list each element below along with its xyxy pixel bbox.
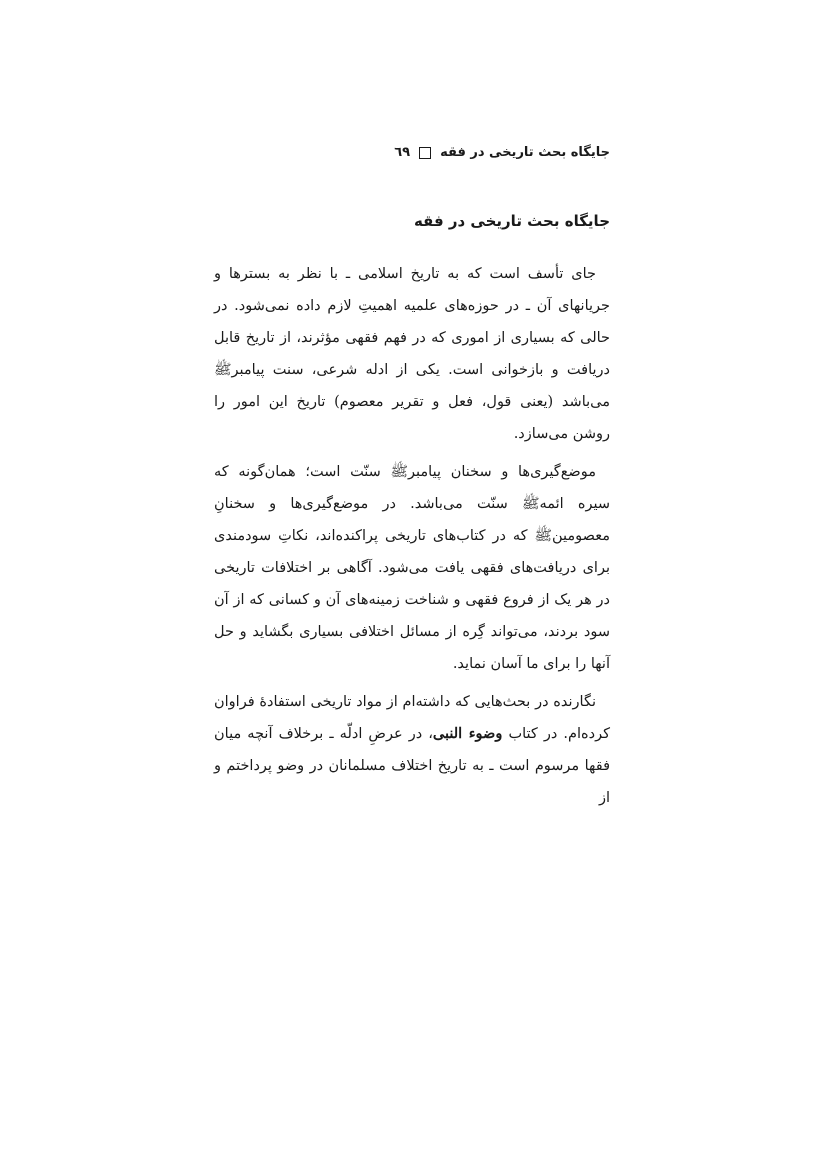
paragraph-1: جای تأسف است که به تاريخ اسلامی ـ با نظر به بسترها و جريانهای آن ـ در حوزه‌های علميه اهميتِ لازم داده نمی‌شود. در حالی که بسياری از اموری که در فهم فقهی مؤثرند، از تاريخ قابل دريافت و بازخوانی است. يکی از ادله شرعی، سنت پيامبرﷺ می‌باشد (يعنی قول، فعل و تقرير معصوم) تاريخ اين امور را روشن می‌سازد. xyxy=(214,266,610,442)
page-number: ٦٩ xyxy=(394,145,411,160)
book-title: وضوء النبی xyxy=(432,725,503,742)
running-title: جايگاه بحث تاريخی در فقه xyxy=(440,145,610,160)
paragraph-2: موضع‌گيری‌ها و سخنان پيامبرﷺ سنّت است؛ همان‌گونه که سيره ائمه‌ﷺ سنّت می‌باشد. در موضع‌گيری‌ها و سخنانِ معصومين‌ﷺ که در کتاب‌های تاريخی پراکنده‌اند، نکاتِ سودمندی برای دريافت‌های فقهی يافت می‌شود. آگاهی بر اختلافات تاريخی در هر يک از فروع فقهی و شناخت زمينه‌های آن و کسانی که از آن سود بردند، می‌تواند گِره از مسائل اختلافی بسياری بگشايد و حل آنها را برای ما آسان نمايد. xyxy=(214,464,610,672)
running-header xyxy=(214,145,610,160)
section-title: جايگاه بحث تاريخی در فقه xyxy=(413,212,610,230)
paragraph-3-part-2: ، در عرضِ ادلّه ـ برخلاف آنچه ميان فقها مرسوم است ـ به تاريخ اختلاف مسلمانان در وضو پرداختم و از xyxy=(214,726,610,806)
square-icon xyxy=(419,147,431,159)
paragraph-3 xyxy=(214,686,610,814)
body-text xyxy=(214,258,610,820)
paragraph-3-part-1: نگارنده در بحث‌هايی که داشته‌ام از مواد تاريخی استفادهٔ فراوان کرده‌ام. در کتاب xyxy=(214,694,610,742)
